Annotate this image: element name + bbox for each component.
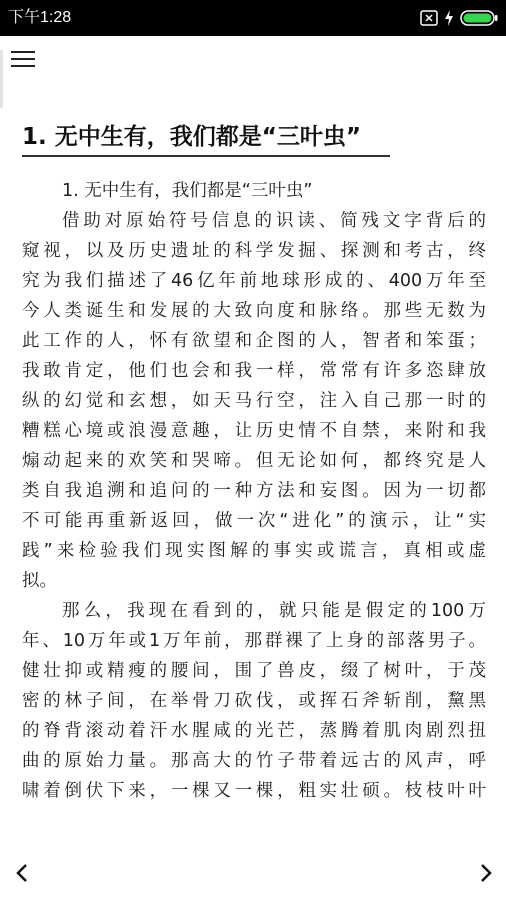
text-line: 不可能再重新返回，做一次“进化”的演示，让“实: [22, 511, 486, 531]
paragraph-heading: [22, 176, 486, 206]
text-line: 此工作的人，怀有欲望和企图的人，智者和笨蛋；: [22, 331, 486, 351]
status-time: 下午1:28: [8, 9, 72, 26]
hamburger-menu-icon[interactable]: [8, 46, 40, 72]
reading-content: [22, 176, 486, 806]
text-line: 借助对原始符号信息的识读、简残文字背后的: [62, 211, 486, 231]
text-line: 践”来检验我们现实图解的事实或谎言，真相或虚: [22, 541, 486, 561]
title-underline: [22, 155, 390, 157]
charging-icon: [444, 10, 454, 26]
text-line: 年、10万年或1万年前，那群裸了上身的部落男子。: [22, 631, 486, 651]
battery-icon: [460, 10, 498, 26]
text-line: 类自我追溯和追问的一种方法和妄图。因为一切都: [22, 481, 486, 501]
paragraph: [22, 596, 486, 806]
sim-error-icon: [420, 10, 438, 26]
text-line: 那么，我现在看到的，就只能是假定的100万: [62, 601, 486, 621]
chevron-right-icon[interactable]: [472, 860, 498, 886]
chapter-title: 1. 无中生有，我们都是“三叶虫”: [22, 124, 361, 150]
text-line: 今人类诞生和发展的大致向度和脉络。那些无数为: [22, 301, 486, 321]
status-icons: [420, 9, 498, 27]
text-line: 曲的原始力量。那高大的竹子带着远古的风声，呼: [22, 751, 486, 771]
text-line: 我敢肯定，他们也会和我一样，常常有许多恣肆放: [22, 361, 486, 381]
paragraph: [22, 206, 486, 596]
text-line: 健壮抑或精瘦的腰间，围了兽皮，缀了树叶，于茂: [22, 661, 486, 681]
text-line: 窥视，以及历史遗址的科学发掘、探测和考古，终: [22, 241, 486, 261]
text-line: 拟。: [22, 571, 57, 591]
side-drawer-edge[interactable]: [0, 50, 3, 108]
text-line: 啸着倒伏下来，一棵又一棵，粗实壮硕。枝枝叶叶: [22, 781, 486, 801]
text-line: 1. 无中生有，我们都是“三叶虫”: [62, 181, 313, 201]
status-bar: [0, 0, 506, 36]
chevron-left-icon[interactable]: [10, 860, 36, 886]
text-line: 煽动起来的欢笑和哭啼。但无论如何，都终究是人: [22, 451, 486, 471]
text-line: 究为我们描述了46亿年前地球形成的、400万年至: [22, 271, 486, 291]
text-line: 的脊背滚动着汗水腥咸的光芒，蒸腾着肌肉剧烈扭: [22, 721, 486, 741]
text-line: 糟糕心境或浪漫意趣，让历史情不自禁，来附和我: [22, 421, 486, 441]
text-line: 纵的幻觉和玄想，如天马行空，注入自己那一时的: [22, 391, 486, 411]
text-line: 密的林子间，在举骨刀砍伐，或挥石斧斩削，黧黑: [22, 691, 486, 711]
